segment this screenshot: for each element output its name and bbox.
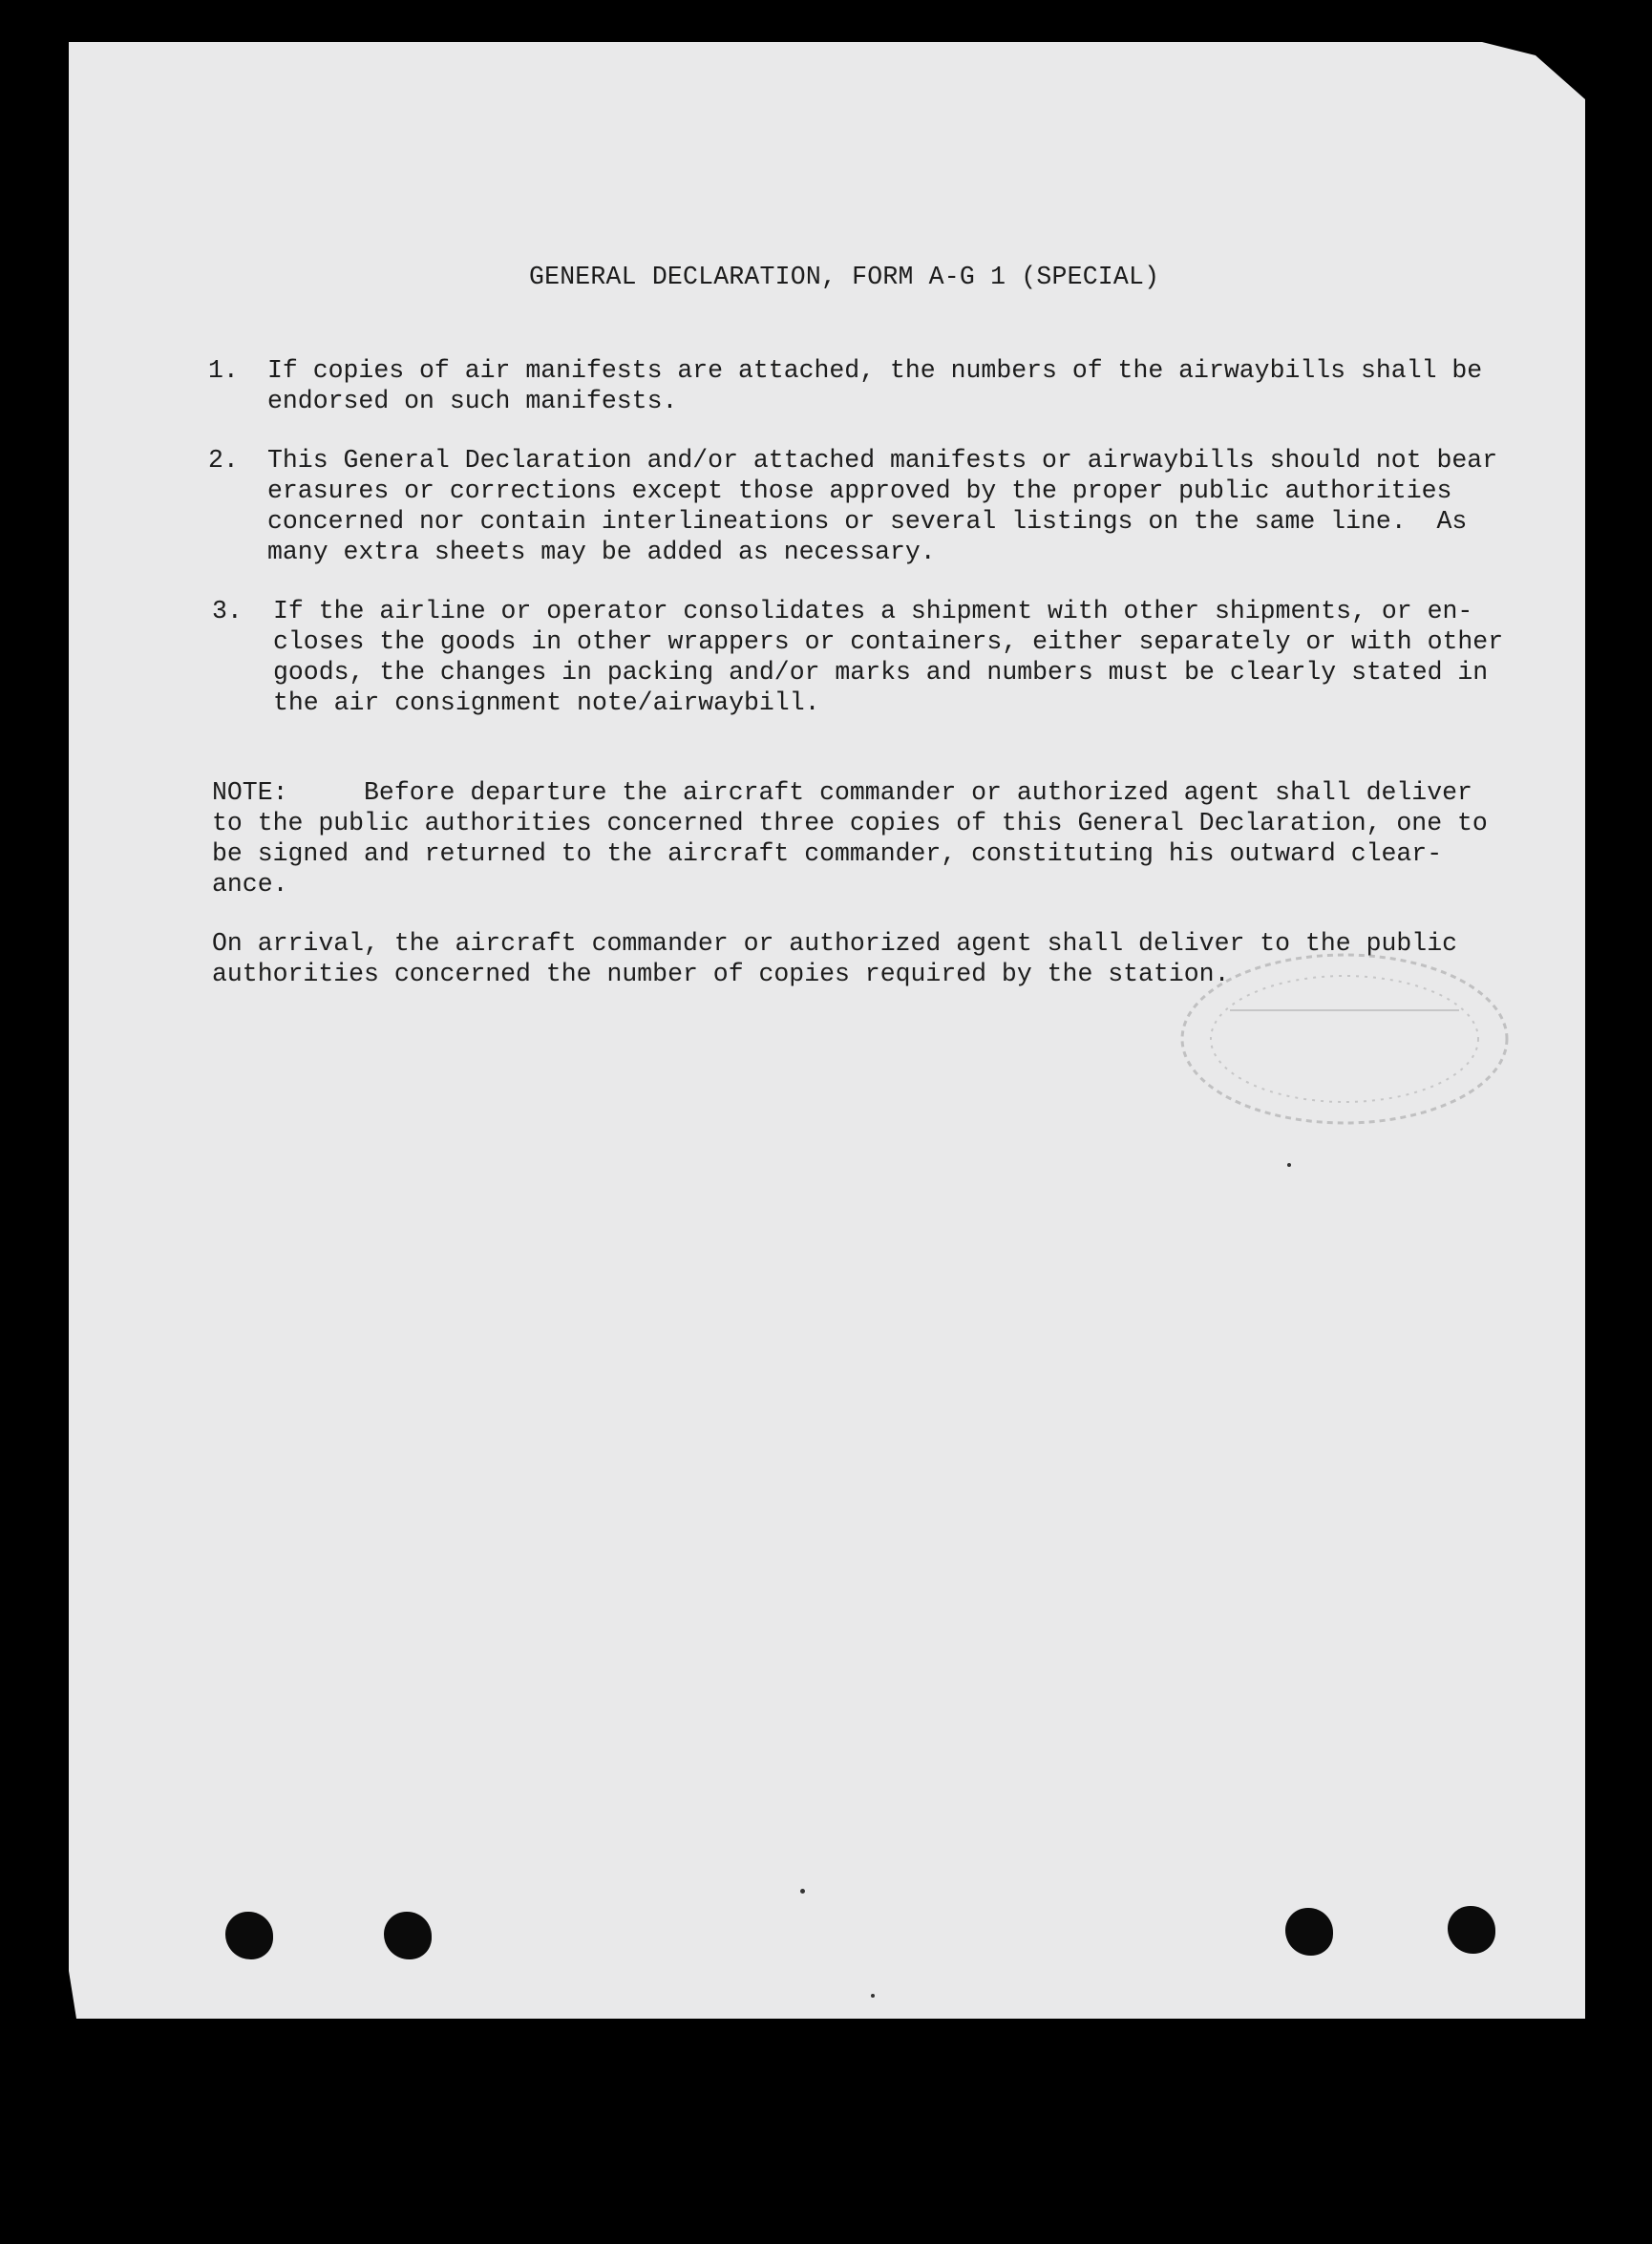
item-3-line-4: the air consignment note/airwaybill. [273, 688, 820, 717]
item-2-line-2: erasures or corrections except those approved by the proper public authorities [267, 476, 1452, 505]
item-1-line-2: endorsed on such manifests. [267, 387, 678, 415]
arrival-line-1: On arrival, the aircraft commander or authorized agent shall deliver to the public [212, 929, 1458, 958]
item-2-number: 2. [208, 446, 239, 475]
item-1-number: 1. [208, 356, 239, 385]
note-line-3: be signed and returned to the aircraft commander, constituting his outward clear- [212, 839, 1443, 868]
arrival-line-2: authorities concerned the number of copies required by the station. [212, 960, 1230, 988]
ink-speck [1287, 1163, 1291, 1167]
item-2-line-4: many extra sheets may be added as necessary. [267, 538, 936, 566]
note-line-1: NOTE: Before departure the aircraft commander or authorized agent shall deliver [212, 778, 1472, 807]
punch-hole-3 [1285, 1908, 1333, 1956]
document-title: GENERAL DECLARATION, FORM A-G 1 (SPECIAL) [529, 263, 1160, 291]
item-2-line-1: This General Declaration and/or attached manifests or airwaybills should not bear [267, 446, 1498, 475]
faded-stamp-mark [1173, 943, 1516, 1134]
ink-speck [800, 1889, 805, 1894]
punch-hole-4 [1448, 1906, 1495, 1954]
item-2-line-3: concerned nor contain interlineations or several listings on the same line. As [267, 507, 1468, 536]
punch-hole-2 [384, 1912, 432, 1959]
item-3-line-2: closes the goods in other wrappers or containers, either separately or with other [273, 627, 1504, 656]
item-3-text [273, 596, 1504, 718]
note-line-4: ance. [212, 870, 288, 899]
punch-hole-1 [225, 1912, 273, 1959]
note-line-2: to the public authorities concerned three copies of this General Declaration, one to [212, 809, 1488, 837]
item-3-line-1: If the airline or operator consolidates a shipment with other shipments, or en- [273, 597, 1473, 625]
item-1-text [267, 355, 1492, 416]
item-3-line-3: goods, the changes in packing and/or marks and numbers must be clearly stated in [273, 658, 1489, 687]
item-1-line-1: If copies of air manifests are attached, the numbers of the airwaybills shall be [267, 356, 1483, 385]
item-3-number: 3. [212, 597, 243, 625]
note-paragraph [212, 777, 1488, 900]
item-2-text [267, 445, 1498, 567]
ink-speck [871, 1994, 875, 1998]
